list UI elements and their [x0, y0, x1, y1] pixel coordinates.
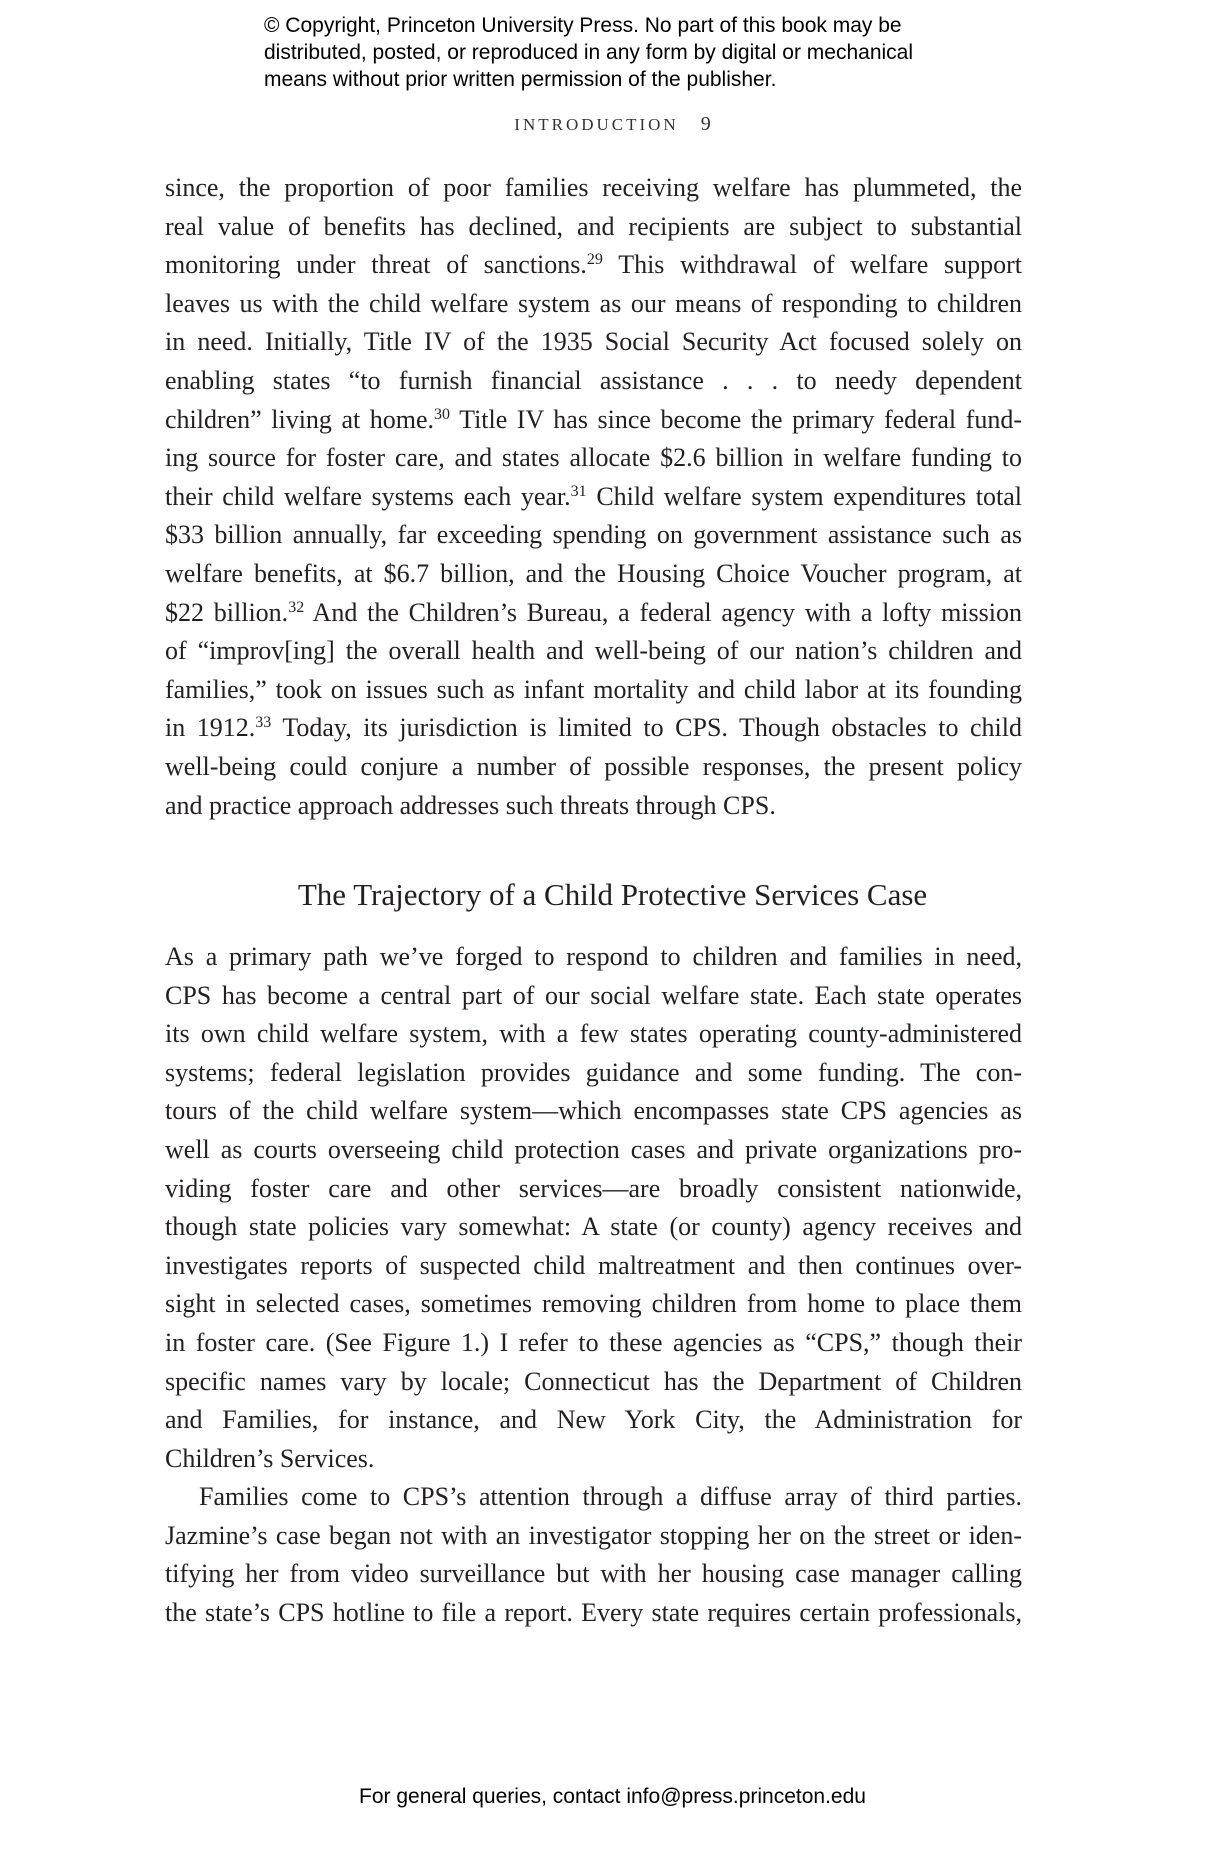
line-text: This withdrawal of welfare support — [602, 250, 1023, 280]
text-line — [165, 1054, 1022, 1093]
text-line — [165, 208, 1022, 247]
line-text: And the Children’s Bureau, a federal agency with a lofty mission — [304, 597, 1022, 627]
line-text: their child welfare systems each year. — [165, 481, 571, 511]
text-line — [165, 401, 1022, 440]
footer-contact: For general queries, contact info@press.princeton.edu — [359, 1785, 866, 1808]
copyright-line: distributed, posted, or reproduced in any form by digital or mechanical — [264, 41, 914, 64]
line-text: enabling states “to furnish financial assistance . . . to needy dependent — [165, 365, 1022, 395]
line-text: Families come to CPS’s attention through a diffuse array of third parties. — [199, 1482, 1022, 1511]
line-text: viding foster care and other services—are broadly consistent nationwide, — [165, 1173, 1022, 1203]
footnote-ref: 31 — [570, 482, 587, 500]
text-line — [165, 709, 1022, 748]
line-text: well-being could conjure a number of possible responses, the present policy — [165, 751, 1022, 781]
paragraph-1 — [165, 169, 1022, 825]
line-text: since, the proportion of poor families receiving welfare has plummeted, the — [165, 173, 1022, 202]
line-text: in 1912. — [165, 713, 256, 743]
text-line — [165, 439, 1022, 478]
line-text: specific names vary by locale; Connecticut has the Department of Children — [165, 1366, 1022, 1396]
text-line — [165, 632, 1022, 671]
line-text: welfare benefits, at $6.7 billion, and the Housing Choice Voucher program, at — [165, 558, 1022, 588]
text-line — [165, 1363, 1022, 1402]
text-line — [165, 1208, 1022, 1247]
running-head — [0, 113, 1225, 136]
text-line — [165, 787, 1022, 826]
text-line — [165, 671, 1022, 710]
footnote-ref: 30 — [434, 405, 451, 423]
text-line — [165, 1478, 1022, 1517]
text-line — [165, 1517, 1022, 1556]
line-text: real value of benefits has declined, and recipients are subject to substantial — [165, 211, 1022, 241]
line-text: CPS has become a central part of our social welfare state. Each state operates — [165, 980, 1022, 1010]
text-line — [165, 246, 1022, 285]
line-text: its own child welfare system, with a few states operating county-administered — [165, 1019, 1022, 1049]
page-number: 9 — [700, 113, 711, 135]
text-line — [165, 938, 1022, 977]
line-text: children” living at home. — [165, 404, 435, 434]
line-text: monitoring under threat of sanctions. — [165, 250, 587, 280]
text-line — [165, 285, 1022, 324]
copyright-line: © Copyright, Princeton University Press. No part of this book may be — [264, 14, 902, 37]
text-line — [165, 478, 1022, 517]
text-line — [165, 169, 1022, 208]
line-text: the state’s CPS hotline to file a report. Every state requires certain professionals, — [165, 1597, 1022, 1627]
line-text: As a primary path we’ve forged to respond to children and families in need, — [165, 942, 1022, 971]
running-head-title: INTRODUCTION — [514, 115, 679, 134]
line-text: Child welfare system expenditures total — [586, 481, 1022, 511]
line-text: though state policies vary somewhat: A state (or county) agency receives and — [165, 1212, 1022, 1242]
line-text: Title IV has since become the primary federal fund- — [450, 404, 1022, 434]
section-heading: The Trajectory of a Child Protective Services Case — [297, 877, 928, 912]
line-text: tours of the child welfare system—which encompasses state CPS agencies as — [165, 1096, 1022, 1126]
line-text: in need. Initially, Title IV of the 1935 Social Security Act focused solely on — [165, 327, 1022, 357]
line-text: well as courts overseeing child protection cases and private organizations pro- — [165, 1134, 1022, 1164]
text-line — [165, 516, 1022, 555]
text-line — [165, 1285, 1022, 1324]
line-text: $22 billion. — [165, 597, 289, 627]
line-text: families,” took on issues such as infant mortality and child labor at its founding — [165, 674, 1022, 704]
text-line — [165, 1092, 1022, 1131]
footnote-ref: 32 — [288, 598, 305, 616]
line-text: Jazmine’s case began not with an investigator stopping her on the street or iden- — [165, 1520, 1022, 1550]
text-line — [165, 1324, 1022, 1363]
line-text: tifying her from video surveillance but with her housing case manager calling — [165, 1559, 1022, 1589]
line-text: and practice approach addresses such threats through CPS. — [165, 790, 776, 820]
text-line — [165, 977, 1022, 1016]
footnote-ref: 29 — [586, 251, 603, 269]
line-text: of “improv[ing] the overall health and well-being of our nation’s children and — [165, 636, 1022, 666]
paragraph-2 — [165, 938, 1022, 1478]
text-line — [165, 1131, 1022, 1170]
line-text: investigates reports of suspected child maltreatment and then continues over- — [165, 1250, 1022, 1280]
line-text: sight in selected cases, sometimes removing children from home to place them — [165, 1289, 1022, 1319]
copyright-line: means without prior written permission of the publisher. — [264, 68, 777, 91]
line-text: systems; federal legislation provides guidance and some funding. The con- — [165, 1057, 1022, 1087]
text-line — [165, 1555, 1022, 1594]
copyright-notice — [264, 12, 984, 93]
line-text: Children’s Services. — [165, 1443, 375, 1473]
text-line — [165, 1594, 1022, 1633]
line-text: Today, its jurisdiction is limited to CPS. Though obstacles to child — [271, 713, 1022, 743]
text-line — [165, 1247, 1022, 1286]
footnote-ref: 33 — [255, 714, 272, 732]
text-line — [165, 748, 1022, 787]
text-line — [165, 1015, 1022, 1054]
text-line — [165, 362, 1022, 401]
line-text: ing source for foster care, and states allocate $2.6 billion in welfare funding to — [165, 443, 1022, 473]
text-line — [165, 323, 1022, 362]
line-text: $33 billion annually, far exceeding spending on government assistance such as — [165, 520, 1022, 550]
text-line — [165, 1401, 1022, 1440]
text-line — [165, 555, 1022, 594]
line-text: in foster care. (See Figure 1.) I refer to these agencies as “CPS,” though their — [165, 1327, 1022, 1357]
line-text: leaves us with the child welfare system as our means of responding to children — [165, 288, 1022, 318]
text-line — [165, 594, 1022, 633]
paragraph-3 — [165, 1478, 1022, 1632]
text-line — [165, 1440, 1022, 1479]
text-line — [165, 1170, 1022, 1209]
line-text: and Families, for instance, and New York City, the Administration for — [165, 1405, 1022, 1435]
